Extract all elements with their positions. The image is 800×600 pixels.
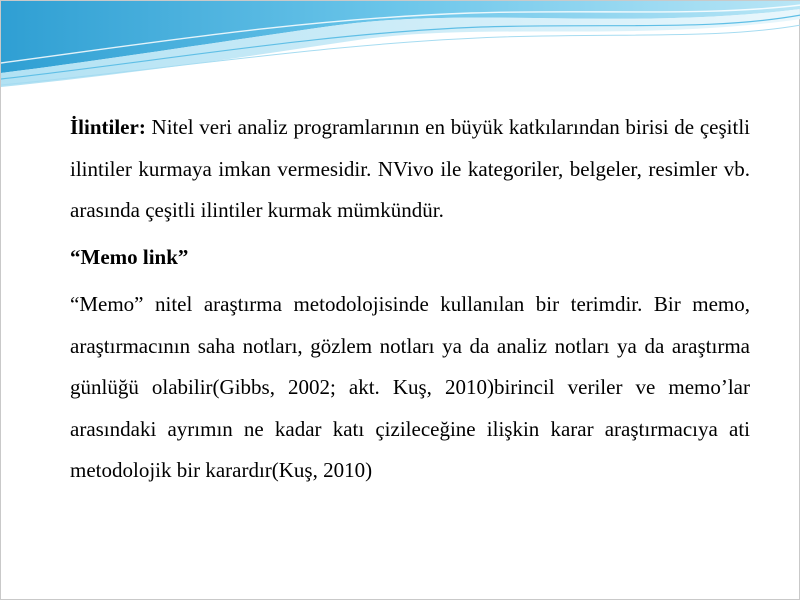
ilintiler-paragraph <box>70 107 750 232</box>
memo-paragraph: “Memo” nitel araştırma metodolojisinde kullanılan bir terimdir. Bir memo, araştırmacının saha notları, gözlem notları ya da analiz notları ya da araştırma günlüğü olabilir(Gibbs, 2002; akt. Kuş, 2010)birincil veriler ve memo’lar arasındaki ayrımın ne kadar katı çizileceğine ilişkin karar araştırmacıya ati metodolojik bir karardır(Kuş, 2010) <box>70 292 750 482</box>
ilintiler-label: İlintiler: <box>70 115 146 139</box>
header-wave-decoration <box>1 1 800 91</box>
memo-link-heading: “Memo link” <box>70 244 189 269</box>
ilintiler-text: Nitel veri analiz programlarının en büyük katkılarından birisi de çeşitli ilintiler kurmaya imkan vermesidir. NVivo ile kategoriler, belgeler, resimler vb. arasında çeşitli ilintiler kurmak mümkündür. <box>70 115 750 222</box>
slide-content <box>70 107 750 492</box>
